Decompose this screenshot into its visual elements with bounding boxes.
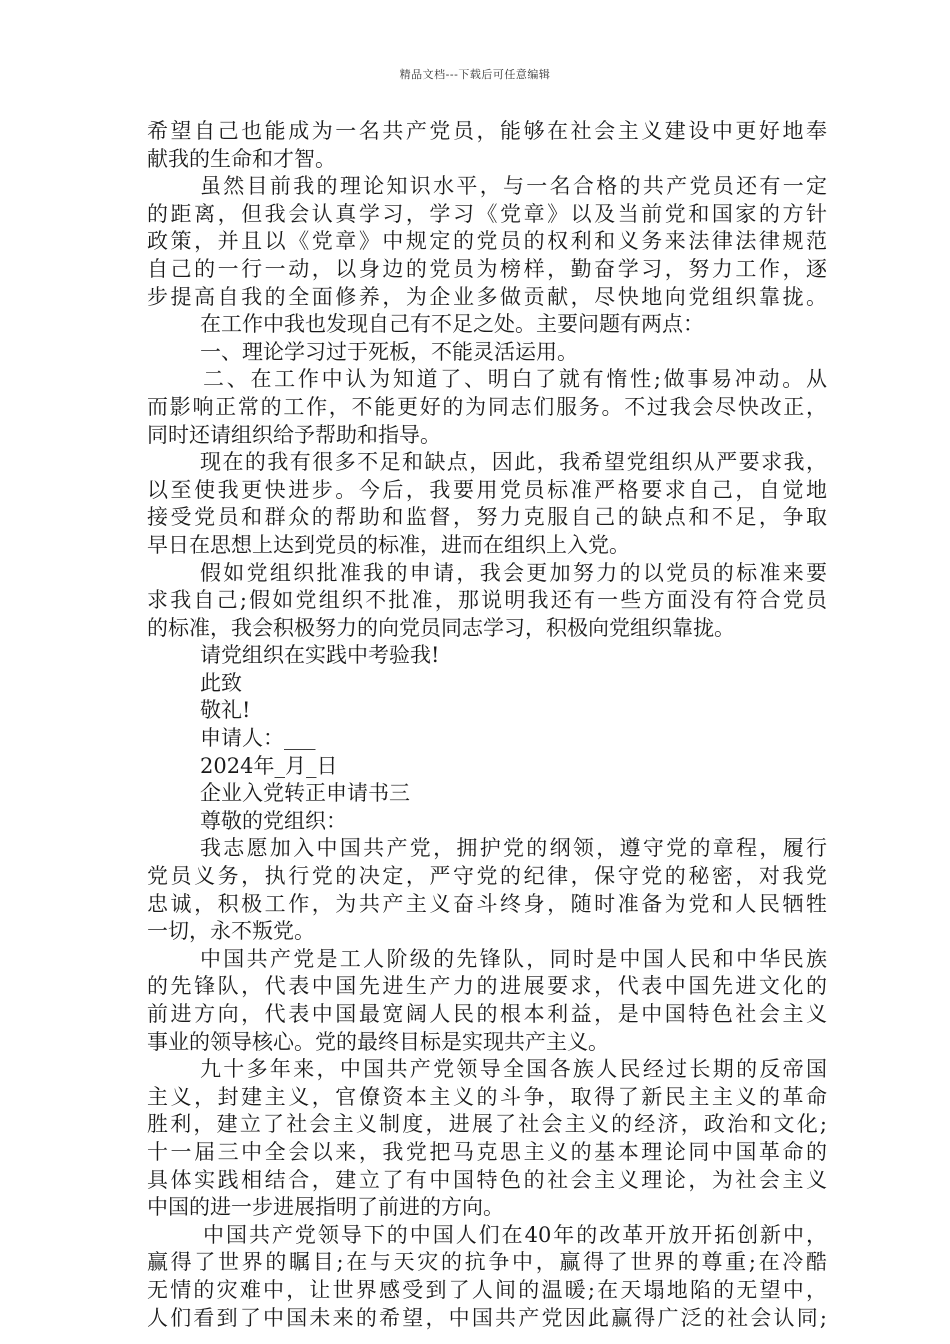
paragraph-first-line: 现在的我有很多不足和缺点，因此，我希望党组织从严要求我，	[200, 450, 827, 475]
text-line: 具体实践相结合，建立了有中国特色的社会主义理论，为社会主义	[147, 1167, 827, 1192]
text-line: 同时还请组织给予帮助和指导。	[147, 422, 441, 447]
text-line: 政策，并且以《党章》中规定的党员的权利和义务来法律法律规范	[147, 229, 827, 254]
paragraph-first-line: 虽然目前我的理论知识水平，与一名合格的共产党员还有一定	[200, 174, 827, 199]
paragraph-first-line: 中国共产党是工人阶级的先锋队，同时是中国人民和中华民族	[200, 946, 827, 971]
section-title: 企业入党转正申请书三	[200, 781, 410, 806]
text-line: 赢得了世界的瞩目;在与天灾的抗争中，赢得了世界的尊重;在冷酷	[147, 1250, 827, 1275]
paragraph-first-line: 在工作中我也发现自己有不足之处。主要问题有两点：	[200, 312, 704, 337]
text-line: 十一届三中全会以来，我党把马克思主义的基本理论同中国革命的	[147, 1139, 827, 1164]
text-line: 而影响正常的工作，不能更好的为同志们服务。不过我会尽快改正，	[147, 394, 827, 419]
text-line: 接受党员和群众的帮助和监督，努力克服自己的缺点和不足，争取	[147, 505, 827, 530]
text-line: 中国的进一步进展指明了前进的方向。	[147, 1195, 504, 1220]
text-line: 以至使我更快进步。今后，我要用党员标准严格要求自己，自觉地	[147, 477, 827, 502]
closing-salutation: 此致	[200, 670, 242, 695]
text-line: 希望自己也能成为一名共产党员，能够在社会主义建设中更好地奉	[147, 119, 827, 143]
document-body	[147, 118, 827, 1332]
paragraph-first-line: 请党组织在实践中考验我!	[200, 643, 440, 668]
text-line: 前进方向，代表中国最宽阔人民的根本利益，是中国特色社会主义	[147, 1002, 827, 1026]
paragraph-first-line: 中国共产党领导下的中国人们在40年的改革开放开拓创新中，	[203, 1222, 827, 1247]
text-line: 步提高自我的全面修养，为企业多做贡献，尽快地向党组织靠拢。	[147, 284, 827, 309]
paragraph-first-line: 九十多年来，中国共产党领导全国各族人民经过长期的反帝国	[200, 1057, 827, 1082]
text-line: 无情的灾难中，让世界感受到了人间的温暖;在天塌地陷的无望中，	[147, 1277, 827, 1302]
text-line: 胜利，建立了社会主义制度，进展了社会主义的经济，政治和文化;	[147, 1112, 827, 1137]
text-line: 求我自己;假如党组织不批准，那说明我还有一些方面没有符合党员	[147, 588, 827, 613]
text-line: 忠诚，积极工作，为共产主义奋斗终身，随时准备为党和人民牺牲	[147, 891, 827, 916]
text-line: 的先锋队，代表中国先进生产力的进展要求，代表中国先进文化的	[147, 974, 827, 999]
paragraph-first-line: 二、在工作中认为知道了、明白了就有惰性;做事易冲动。从	[203, 367, 827, 392]
text-line: 献我的生命和才智。	[147, 146, 336, 171]
text-line: 的距离，但我会认真学习，学习《党章》以及当前党和国家的方针	[147, 201, 827, 226]
page-header: 精品文档---下载后可任意编辑	[399, 68, 551, 81]
paragraph-first-line: 一、理论学习过于死板，不能灵活运用。	[200, 339, 578, 364]
closing-regards: 敬礼!	[200, 698, 251, 723]
text-line: 自己的一行一动，以身边的党员为榜样，勤奋学习，努力工作，逐	[147, 256, 827, 281]
paragraph-first-line: 假如党组织批准我的申请，我会更加努力的以党员的标准来要	[200, 560, 827, 585]
text-line: 早日在思想上达到党员的标准，进而在组织上入党。	[147, 532, 630, 557]
signature-date: 2024年_月_日	[200, 753, 338, 778]
paragraph-first-line: 我志愿加入中国共产党，拥护党的纲领，遵守党的章程，履行	[200, 836, 827, 861]
text-line: 主义，封建主义，官僚资本主义的斗争，取得了新民主主义的革命	[147, 1084, 827, 1109]
text-line: 党员义务，执行党的决定，严守党的纪律，保守党的秘密，对我党	[147, 864, 827, 889]
text-line: 事业的领导核心。党的最终目标是实现共产主义。	[147, 1029, 609, 1054]
text-line: 的标准，我会积极努力的向党员同志学习，积极向党组织靠拢。	[147, 615, 735, 640]
text-line: 一切，永不叛党。	[147, 919, 315, 944]
letter-greeting: 尊敬的党组织：	[200, 808, 347, 833]
applicant-signature: 申请人：___	[200, 726, 316, 751]
text-line: 人们看到了中国未来的希望，中国共产党因此赢得广泛的社会认同;	[147, 1305, 827, 1330]
